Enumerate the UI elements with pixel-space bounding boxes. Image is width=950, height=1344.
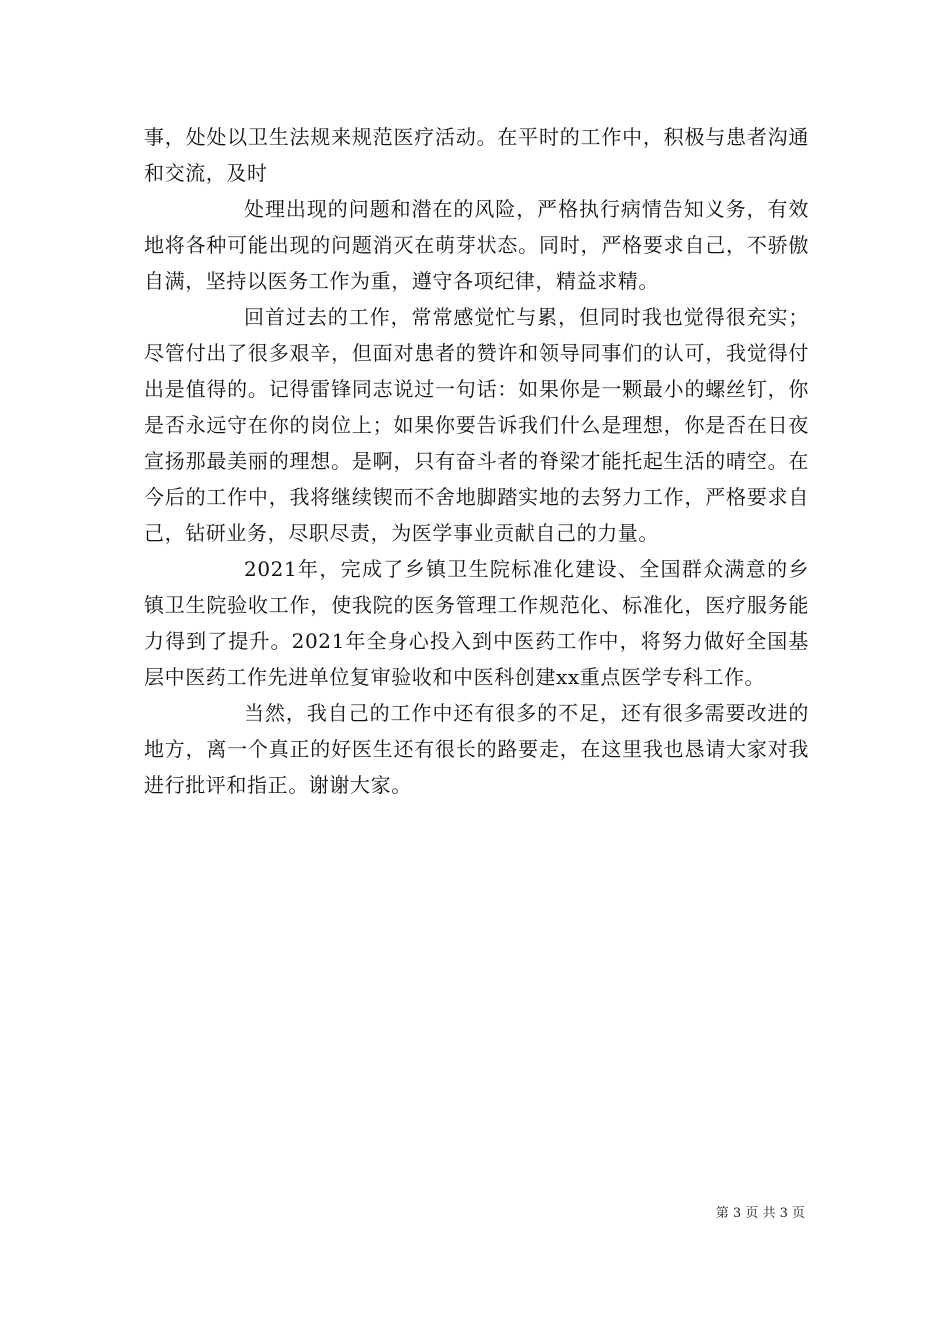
paragraph-1: 事，处处以卫生法规来规范医疗活动。在平时的工作中，积极与患者沟通和交流，及时 — [144, 125, 809, 185]
paragraph-3: 回首过去的工作，常常感觉忙与累，但同时我也觉得很充实；尽管付出了很多艰辛，但面对患者的赞许和领导同事们的认可，我觉得付出是值得的。记得雷锋同志说过一句话：如果你是一颗最小的螺丝钉，你是否永远守在你的岗位上；如果你要告诉我们什么是理想，你是否在日夜宣扬那最美丽的理想。是啊，只有奋斗者的脊梁才能托起生活的晴空。在今后的工作中，我将继续锲而不舍地脚踏实地的去努力工作，严格要求自己，钻研业务，尽职尽责，为医学事业贡献自己的力量。 — [144, 305, 809, 545]
paragraph-4: 2021年，完成了乡镇卫生院标准化建设、全国群众满意的乡镇卫生院验收工作，使我院的医务管理工作规范化、标准化，医疗服务能力得到了提升。2021年全身心投入到中医药工作中，将努力做好全国基层中医药工作先进单位复审验收和中医科创建xx重点医学专科工作。 — [144, 557, 809, 689]
document-body — [144, 119, 809, 803]
page-number-footer: 第 3 页 共 3 页 — [715, 1206, 805, 1221]
paragraph-5: 当然，我自己的工作中还有很多的不足，还有很多需要改进的地方，离一个真正的好医生还有很长的路要走，在这里我也恳请大家对我进行批评和指正。谢谢大家。 — [144, 701, 809, 797]
paragraph-2: 处理出现的问题和潜在的风险，严格执行病情告知义务，有效地将各种可能出现的问题消灭在萌芽状态。同时，严格要求自己，不骄傲自满，坚持以医务工作为重，遵守各项纪律，精益求精。 — [144, 197, 809, 293]
